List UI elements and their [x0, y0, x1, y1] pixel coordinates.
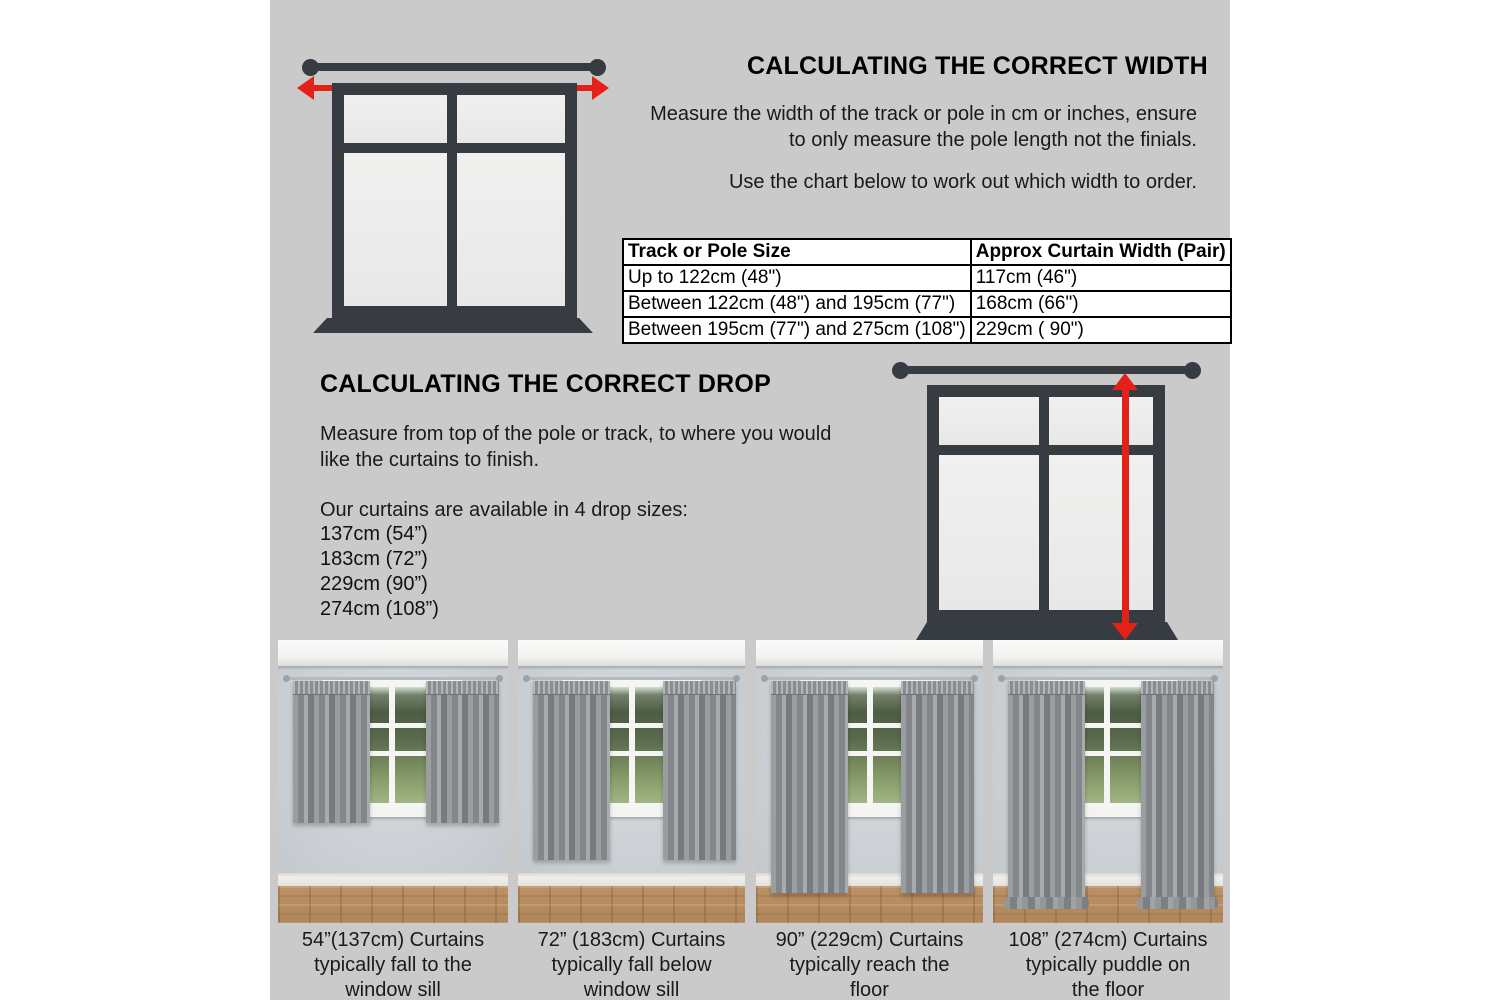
caption-line: typically puddle on: [1025, 954, 1191, 976]
window-mullion: [629, 687, 635, 803]
curtain-pole: [764, 677, 975, 680]
caption-line: 90” (229cm) Curtains: [775, 929, 964, 951]
window-mullion: [1104, 687, 1110, 803]
pole-illustration-width: [310, 63, 597, 71]
width-chart-hint: Use the chart below to work out which width to order.: [728, 171, 1197, 193]
curtain-right: [901, 681, 974, 893]
table-row: [623, 265, 1231, 291]
caption-line: the floor: [1071, 979, 1145, 1000]
pole-finial-icon: [761, 675, 768, 682]
width-section-title: CALCULATING THE CORRECT WIDTH: [747, 52, 1208, 80]
table-cell: Up to 122cm (48"): [623, 265, 971, 291]
drop-size-item: 137cm (54”): [320, 523, 428, 545]
curtain-right: [426, 681, 499, 823]
table-cell: 168cm (66"): [971, 291, 1231, 317]
arrow-head-down-icon: [1112, 623, 1138, 640]
curtain-left: [293, 681, 370, 823]
crown-molding: [756, 640, 983, 666]
drop-measure-arrow-icon: [1122, 387, 1129, 626]
pole-finial-icon: [283, 675, 290, 682]
drop-size-item: 229cm (90”): [320, 573, 428, 595]
curtain-example-photo-108: [993, 640, 1223, 923]
curtain-example-photo-54: [278, 640, 508, 923]
caption-line: window sill: [583, 979, 680, 1000]
window-mullion: [389, 687, 395, 803]
caption-line: typically reach the: [789, 954, 950, 976]
curtain-right: [663, 681, 736, 860]
baseboard: [518, 873, 745, 886]
drop-instructions-line2: like the curtains to finish.: [320, 449, 539, 471]
window-illustration-drop: [927, 385, 1165, 622]
window-pane: [457, 153, 565, 306]
arrow-head-up-icon: [1112, 373, 1138, 390]
curtain-left: [771, 681, 848, 893]
crown-molding: [278, 640, 508, 666]
window-sill-illustration: [916, 622, 1178, 640]
curtain-left: [533, 681, 610, 860]
pole-finial-left-icon: [302, 59, 319, 76]
window-illustration-width: [332, 83, 577, 318]
curtain-left: [1008, 681, 1085, 903]
curtain-puddle-left: [1004, 897, 1089, 909]
pole-finial-right-icon: [589, 59, 606, 76]
drop-instructions: [320, 421, 880, 473]
curtain-example-photo-90: [756, 640, 983, 923]
width-instructions-line1: Measure the width of the track or pole in cm or inches, ensure: [650, 103, 1197, 125]
pole-finial-right-icon: [1184, 362, 1201, 379]
curtain-example-photo-72: [518, 640, 745, 923]
table-cell: Between 195cm (77") and 275cm (108"): [623, 317, 971, 343]
table-cell: Between 122cm (48") and 195cm (77"): [623, 291, 971, 317]
pole-finial-left-icon: [892, 362, 909, 379]
window-pane: [457, 95, 565, 143]
table-header-pole-size: Track or Pole Size: [623, 239, 971, 265]
table-cell: 117cm (46"): [971, 265, 1231, 291]
table-header-curtain-width: Approx Curtain Width (Pair): [971, 239, 1231, 265]
photo-caption-54: [278, 928, 508, 1000]
crown-molding: [993, 640, 1223, 666]
pole-finial-icon: [523, 675, 530, 682]
drop-sizes-intro: Our curtains are available in 4 drop sizes:: [320, 499, 688, 521]
curtain-pole: [1001, 677, 1215, 680]
window-pane: [939, 397, 1039, 445]
window-pane: [344, 153, 447, 306]
window-pane: [1049, 397, 1153, 445]
photo-caption-90: [756, 928, 983, 1000]
caption-line: floor: [850, 979, 889, 1000]
pole-illustration-drop: [900, 366, 1192, 374]
drop-section-title: CALCULATING THE CORRECT DROP: [320, 370, 771, 398]
curtain-pole: [526, 677, 737, 680]
drop-size-item: 183cm (72”): [320, 548, 428, 570]
table-row: [623, 317, 1231, 343]
baseboard: [278, 873, 508, 886]
curtain-pole: [286, 677, 500, 680]
window-pane: [344, 95, 447, 143]
drop-sizes-list: [320, 522, 439, 622]
table-row: [623, 291, 1231, 317]
table-cell: 229cm ( 90"): [971, 317, 1231, 343]
crown-molding: [518, 640, 745, 666]
drop-size-item: 274cm (108”): [320, 598, 439, 620]
caption-line: window sill: [345, 979, 441, 1000]
wood-floor: [278, 886, 508, 923]
caption-line: 72” (183cm) Curtains: [537, 929, 726, 951]
photo-caption-72: [518, 928, 745, 1000]
caption-line: 108” (274cm) Curtains: [1008, 929, 1208, 951]
wood-floor: [518, 886, 745, 923]
curtain-right: [1141, 681, 1214, 903]
caption-line: typically fall to the: [314, 954, 472, 976]
window-mullion: [867, 687, 873, 803]
drop-instructions-line1: Measure from top of the pole or track, to where you would: [320, 423, 832, 445]
curtain-puddle-right: [1137, 897, 1218, 909]
curtain-width-table: [622, 238, 1232, 344]
width-instructions: [620, 101, 1197, 153]
arrow-head-right-icon: [592, 76, 609, 100]
photo-caption-108: [993, 928, 1223, 1000]
width-instructions-line2: to only measure the pole length not the finials.: [788, 129, 1197, 151]
window-pane: [1049, 455, 1153, 610]
table-header-row: [623, 239, 1231, 265]
pole-finial-icon: [998, 675, 1005, 682]
window-pane: [939, 455, 1039, 610]
arrow-head-left-icon: [297, 76, 314, 100]
caption-line: 54”(137cm) Curtains: [301, 929, 485, 951]
window-sill-illustration: [313, 318, 593, 333]
caption-line: typically fall below: [551, 954, 712, 976]
